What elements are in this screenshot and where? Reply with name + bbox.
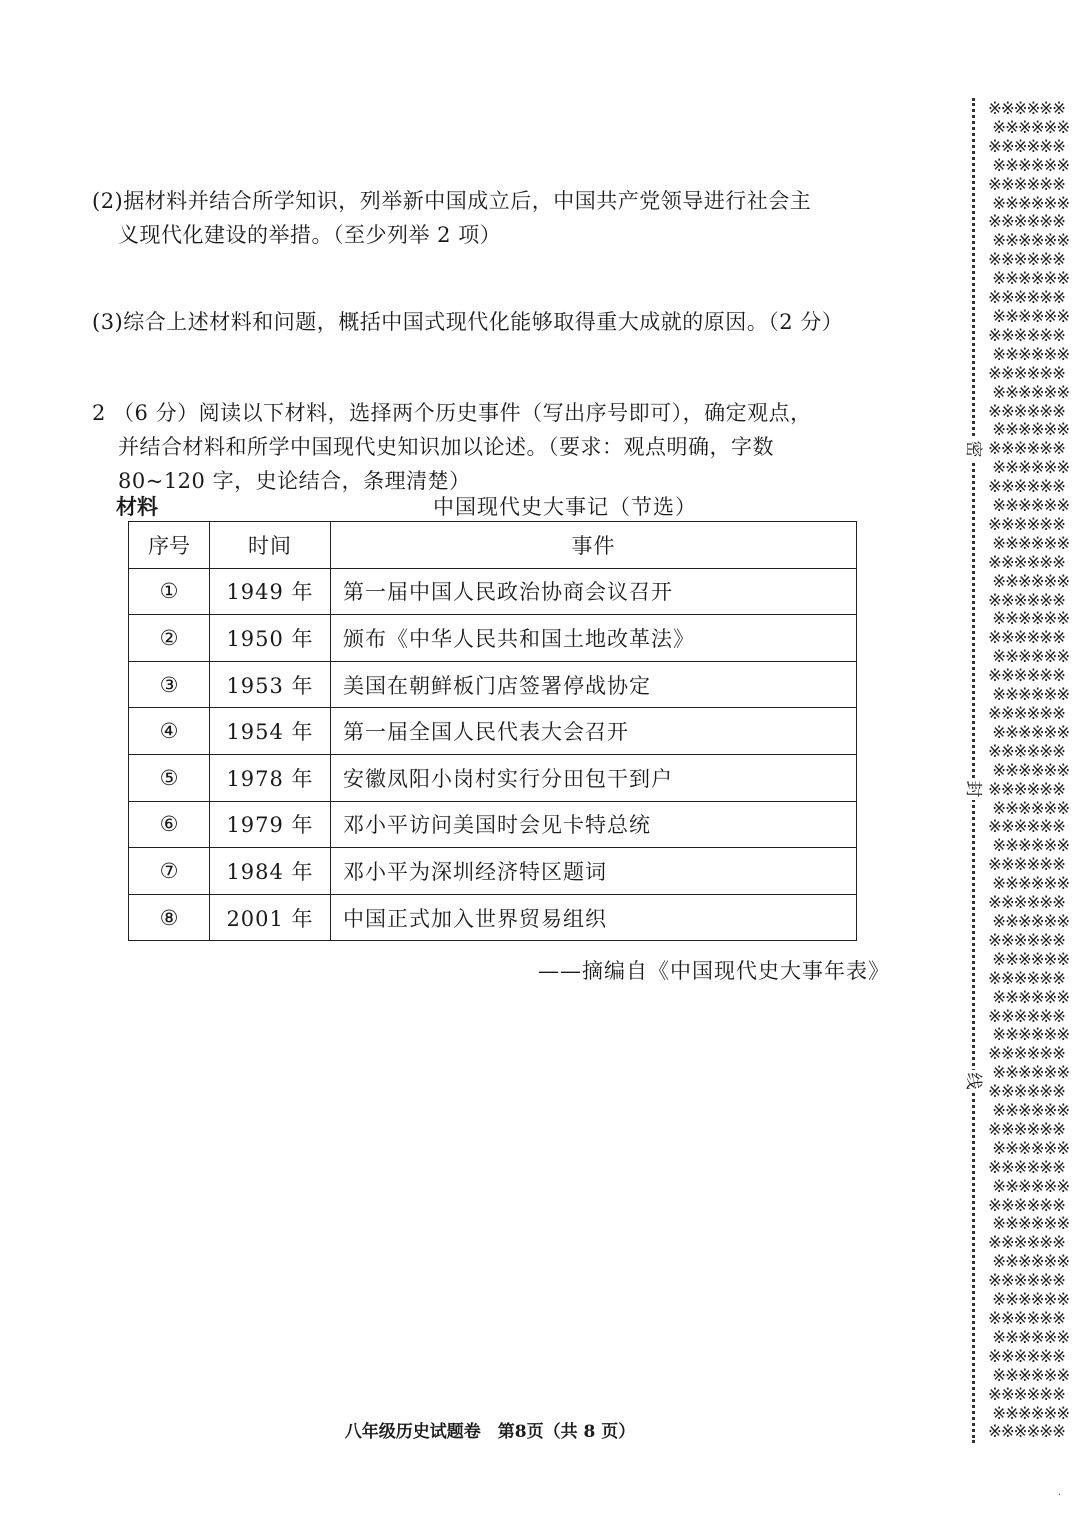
question-2 xyxy=(92,184,902,252)
binding-strip xyxy=(962,98,1080,1443)
seal-dotted-line xyxy=(972,98,975,1443)
question-essay-line-1: 2 （6 分）阅读以下材料，选择两个历史事件（写出序号即可），确定观点， xyxy=(92,401,812,425)
row-year: 1984 年 xyxy=(210,848,331,895)
row-num: ⑧ xyxy=(129,894,210,941)
row-year: 1950 年 xyxy=(210,615,331,662)
row-year: 1954 年 xyxy=(210,708,331,755)
cross-pattern: ※※※※※※ ※※※※※※ ※※※※※※ ※※※※※※ ※※※※※※ ※※※※※※ ※※※※※※ ※※※※※※ ※※※※※※ ※※※※※※ ※※※※※※ ※※※※※※ ※※※※※※ ※※※※※※ ※※※※※※ ※※※※※※ ※※※※※※ ※※※※※※ ※※※※※※ ※※※※※※ ※※※※※※ ※※※※※※ ※※※※※※ ※※※※※※ ※※※※※※ ※※※※※※ ※※※※※※ ※※※※※※ ※※※※※※ ※※※※※※ ※※※※※※ ※※※※※※ ※※※※※※ ※※※※※※ ※※※※※※ ※※※※※※ ※※※※※※ ※※※※※※ ※※※※※※ ※※※※※※ ※※※※※※ ※※※※※※ ※※※※※※ ※※※※※※ ※※※※※※ ※※※※※※ ※※※※※※ ※※※※※※ ※※※※※※ ※※※※※※ ※※※※※※ ※※※※※※ ※※※※※※ ※※※※※※ ※※※※※※ ※※※※※※ ※※※※※※ ※※※※※※ ※※※※※※ ※※※※※※ ※※※※※※ ※※※※※※ ※※※※※※ ※※※※※※ ※※※※※※ ※※※※※※ ※※※※※※ ※※※※※※ ※※※※※※ ※※※※※※ ※※※※※※ xyxy=(988,100,1070,1438)
seal-char-feng: 封 xyxy=(962,778,984,800)
row-num: ④ xyxy=(129,708,210,755)
table-title: 中国现代史大事记（节选） xyxy=(433,495,697,519)
seal-char-mi: 密 xyxy=(962,438,984,460)
row-event: 第一届中国人民政治协商会议召开 xyxy=(331,568,857,615)
question-2-line-1: (2)据材料并结合所学知识，列举新中国成立后，中国共产党领导进行社会主 xyxy=(92,189,812,213)
question-essay-line-3: 80~120 字，史论结合，条理清楚） xyxy=(118,469,471,493)
row-event: 美国在朝鲜板门店签署停战协定 xyxy=(331,661,857,708)
corner-mark: · xyxy=(1058,1490,1062,1501)
table-row xyxy=(129,708,857,755)
row-year: 1953 年 xyxy=(210,661,331,708)
table-row xyxy=(129,661,857,708)
row-num: ⑦ xyxy=(129,848,210,895)
source-citation: ——摘编自《中国现代史大事年表》 xyxy=(538,959,890,983)
material-label: 材料 xyxy=(116,494,158,519)
header-year: 时间 xyxy=(210,522,331,569)
row-event: 邓小平访问美国时会见卡特总统 xyxy=(331,801,857,848)
question-3-line-1: (3)综合上述材料和问题，概括中国式现代化能够取得重大成就的原因。（2 分） xyxy=(92,310,844,334)
row-num: ⑥ xyxy=(129,801,210,848)
question-essay xyxy=(92,396,902,498)
row-year: 1949 年 xyxy=(210,568,331,615)
row-event: 中国正式加入世界贸易组织 xyxy=(331,894,857,941)
row-year: 1978 年 xyxy=(210,754,331,801)
header-event: 事件 xyxy=(331,522,857,569)
row-num: ③ xyxy=(129,661,210,708)
header-num: 序号 xyxy=(129,522,210,569)
question-2-line-2: 义现代化建设的举措。（至少列举 2 项） xyxy=(118,223,502,247)
page-footer: 八年级历史试题卷 第8页（共 8 页） xyxy=(344,1422,636,1442)
row-event: 颁布《中华人民共和国土地改革法》 xyxy=(331,615,857,662)
events-table xyxy=(128,521,857,941)
row-event: 第一届全国人民代表大会召开 xyxy=(331,708,857,755)
table-row xyxy=(129,754,857,801)
seal-char-xian: 线 xyxy=(962,1070,984,1092)
row-year: 2001 年 xyxy=(210,894,331,941)
question-essay-line-2: 并结合材料和所学中国现代史知识加以论述。（要求：观点明确，字数 xyxy=(118,435,774,459)
table-row xyxy=(129,848,857,895)
table-header-row xyxy=(129,522,857,569)
row-event: 安徽凤阳小岗村实行分田包干到户 xyxy=(331,754,857,801)
table-row xyxy=(129,615,857,662)
row-event: 邓小平为深圳经济特区题词 xyxy=(331,848,857,895)
row-num: ① xyxy=(129,568,210,615)
row-num: ② xyxy=(129,615,210,662)
row-year: 1979 年 xyxy=(210,801,331,848)
table-row xyxy=(129,894,857,941)
table-row xyxy=(129,801,857,848)
row-num: ⑤ xyxy=(129,754,210,801)
table-row xyxy=(129,568,857,615)
question-3 xyxy=(92,305,902,339)
